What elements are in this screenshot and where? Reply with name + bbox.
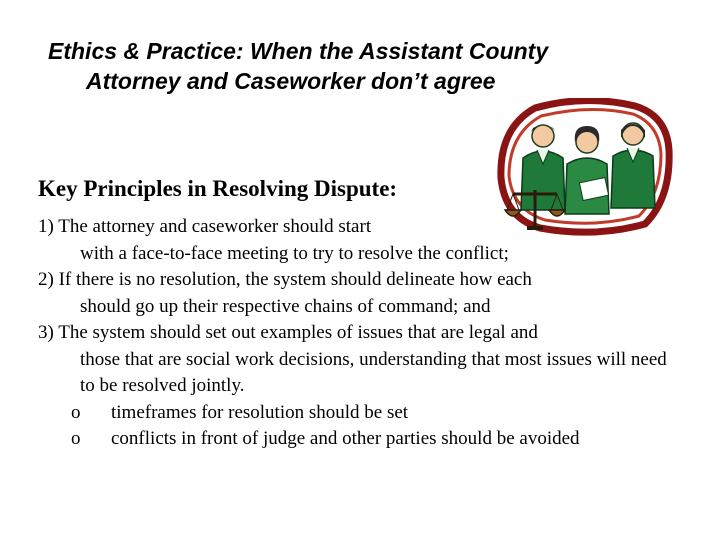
- slide-title: [48, 36, 688, 96]
- subpoint-1-text: timeframes for resolution should be set: [111, 401, 409, 423]
- principle-1-rest: with a face-to-face meeting to try to resolve the conflict;: [80, 242, 509, 264]
- section-heading: Key Principles in Resolving Dispute:: [38, 176, 398, 201]
- bullet-icon: o: [71, 428, 81, 449]
- principle-2: [38, 267, 678, 320]
- principle-1: [38, 214, 678, 267]
- principles-list: [38, 214, 678, 453]
- principle-2-rest: should go up their respective chains of command; and: [80, 295, 491, 317]
- principle-1-lead: 1) The attorney and caseworker should start: [38, 216, 372, 237]
- title-line-2: Attorney and Caseworker don’t agree: [86, 68, 496, 94]
- subpoint-2-text: conflicts in front of judge and other parties should be avoided: [111, 428, 580, 449]
- subpoint-1: [38, 400, 678, 427]
- principle-2-lead: 2) If there is no resolution, the system should delineate how each: [38, 269, 532, 290]
- subpoint-2: [38, 426, 678, 453]
- bullet-icon: o: [71, 401, 81, 423]
- title-line-1: Ethics & Practice: When the Assistant County: [48, 38, 549, 64]
- principle-3-rest: those that are social work decisions, understanding that most issues will need to be resolved jointly.: [80, 348, 667, 396]
- principle-3: [38, 320, 678, 400]
- principle-3-lead: 3) The system should set out examples of issues that are legal and: [38, 322, 538, 343]
